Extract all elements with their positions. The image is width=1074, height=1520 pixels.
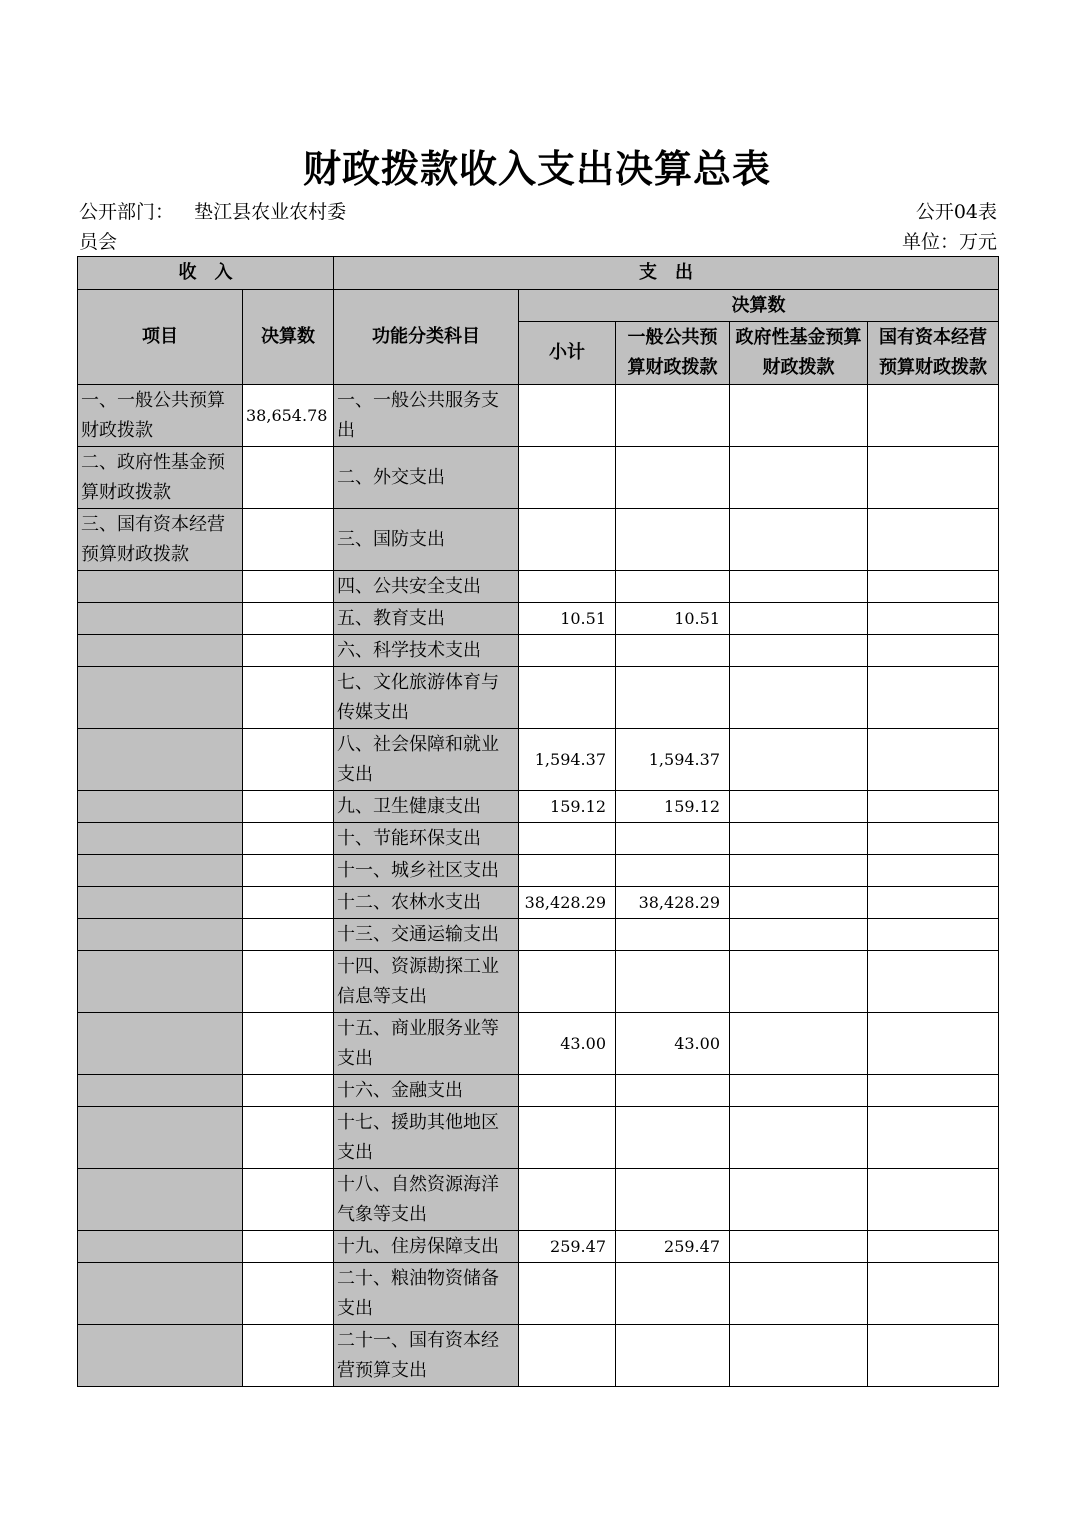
- fund-cell: [730, 1013, 868, 1075]
- income-amount-cell: [243, 1107, 334, 1169]
- general-cell: 159.12: [616, 791, 730, 823]
- fund-cell: [730, 951, 868, 1013]
- report-body: [78, 385, 999, 1387]
- subtotal-cell: 43.00: [519, 1013, 616, 1075]
- subtotal-cell: [519, 509, 616, 571]
- final-header: 决算数: [519, 290, 999, 322]
- income-amount-cell: [243, 447, 334, 509]
- func-item-cell: 十五、商业服务业等支出: [334, 1013, 519, 1075]
- fund-cell: [730, 385, 868, 447]
- table-row: [78, 385, 999, 447]
- income-amount-cell: [243, 887, 334, 919]
- subtotal-cell: 159.12: [519, 791, 616, 823]
- income-amount-cell: [243, 509, 334, 571]
- state-cell: [868, 603, 999, 635]
- income-amount-cell: [243, 1013, 334, 1075]
- table-row: [78, 1169, 999, 1231]
- department-label: 公开部门：: [79, 201, 175, 223]
- state-cell: [868, 1231, 999, 1263]
- general-cell: 1,594.37: [616, 729, 730, 791]
- func-item-cell: 十四、资源勘探工业信息等支出: [334, 951, 519, 1013]
- department-info: [79, 197, 349, 257]
- general-cell: [616, 1325, 730, 1387]
- general-cell: [616, 667, 730, 729]
- func-item-cell: 十三、交通运输支出: [334, 919, 519, 951]
- func-item-cell: 三、国防支出: [334, 509, 519, 571]
- func-item-cell: 十九、住房保障支出: [334, 1231, 519, 1263]
- income-amount-cell: [243, 667, 334, 729]
- subtotal-cell: [519, 1169, 616, 1231]
- general-cell: 259.47: [616, 1231, 730, 1263]
- state-cell: [868, 729, 999, 791]
- general-cell: [616, 1075, 730, 1107]
- func-item-cell: 九、卫生健康支出: [334, 791, 519, 823]
- func-item-cell: 四、公共安全支出: [334, 571, 519, 603]
- fund-cell: [730, 1231, 868, 1263]
- state-cell: [868, 951, 999, 1013]
- general-cell: [616, 635, 730, 667]
- general-cell: 10.51: [616, 603, 730, 635]
- income-amount-cell: [243, 823, 334, 855]
- income-amount-cell: [243, 603, 334, 635]
- subtotal-cell: [519, 447, 616, 509]
- income-item-cell: [78, 1107, 243, 1169]
- form-code: 公开04表: [915, 201, 997, 223]
- state-cell: [868, 919, 999, 951]
- fund-cell: [730, 603, 868, 635]
- general-cell: [616, 855, 730, 887]
- state-cell: [868, 571, 999, 603]
- fund-cell: [730, 635, 868, 667]
- table-row: [78, 667, 999, 729]
- table-row: [78, 603, 999, 635]
- subtotal-cell: [519, 1107, 616, 1169]
- income-amount-cell: [243, 1231, 334, 1263]
- income-item-cell: [78, 603, 243, 635]
- income-amount-cell: [243, 1325, 334, 1387]
- table-row: [78, 919, 999, 951]
- unit-label: 单位：万元: [901, 231, 997, 253]
- subtotal-cell: [519, 951, 616, 1013]
- income-item-cell: [78, 951, 243, 1013]
- state-cell: [868, 509, 999, 571]
- income-item-cell: [78, 1169, 243, 1231]
- state-cell: [868, 1263, 999, 1325]
- form-meta: [902, 197, 997, 257]
- income-amount-cell: [243, 855, 334, 887]
- state-cell: [868, 1169, 999, 1231]
- income-item-cell: [78, 1325, 243, 1387]
- income-amount-cell: [243, 571, 334, 603]
- income-item-cell: [78, 887, 243, 919]
- subtotal-cell: 10.51: [519, 603, 616, 635]
- income-amount-cell: [243, 635, 334, 667]
- fund-cell: [730, 791, 868, 823]
- income-amount-cell: [243, 729, 334, 791]
- table-row: [78, 1231, 999, 1263]
- general-header: 一般公共预算财政拨款: [616, 322, 730, 385]
- state-cell: [868, 1075, 999, 1107]
- income-item-cell: [78, 823, 243, 855]
- general-cell: [616, 447, 730, 509]
- general-cell: [616, 571, 730, 603]
- item-header: 项目: [78, 290, 243, 385]
- page-title: 财政拨款收入支出决算总表: [302, 147, 771, 191]
- func-item-cell: 八、社会保障和就业支出: [334, 729, 519, 791]
- func-item-cell: 二、外交支出: [334, 447, 519, 509]
- income-item-cell: [78, 729, 243, 791]
- fund-cell: [730, 571, 868, 603]
- department-name: 垫江县农业农村委员会: [79, 201, 347, 253]
- subtotal-cell: 259.47: [519, 1231, 616, 1263]
- subtotal-cell: 1,594.37: [519, 729, 616, 791]
- func-header: 功能分类科目: [334, 290, 519, 385]
- func-item-cell: 十八、自然资源海洋气象等支出: [334, 1169, 519, 1231]
- table-row: [78, 635, 999, 667]
- table-row: [78, 951, 999, 1013]
- func-item-cell: 十一、城乡社区支出: [334, 855, 519, 887]
- expense-header: 支 出: [334, 257, 999, 290]
- income-header: 收 入: [78, 257, 334, 290]
- func-item-cell: 二十、粮油物资储备支出: [334, 1263, 519, 1325]
- income-amount-cell: [243, 1169, 334, 1231]
- table-row: [78, 791, 999, 823]
- income-item-cell: 一、一般公共预算财政拨款: [78, 385, 243, 447]
- income-item-cell: [78, 1231, 243, 1263]
- func-item-cell: 十六、金融支出: [334, 1075, 519, 1107]
- fund-cell: [730, 1169, 868, 1231]
- fund-cell: [730, 855, 868, 887]
- report-table: [77, 256, 999, 1387]
- amount-header: 决算数: [243, 290, 334, 385]
- table-row: [78, 1325, 999, 1387]
- general-cell: 43.00: [616, 1013, 730, 1075]
- state-cell: [868, 385, 999, 447]
- fund-cell: [730, 919, 868, 951]
- fund-cell: [730, 823, 868, 855]
- state-cell: [868, 887, 999, 919]
- income-item-cell: [78, 635, 243, 667]
- func-item-cell: 十七、援助其他地区支出: [334, 1107, 519, 1169]
- income-item-cell: [78, 1013, 243, 1075]
- subtotal-cell: 38,428.29: [519, 887, 616, 919]
- fund-cell: [730, 729, 868, 791]
- fund-cell: [730, 509, 868, 571]
- subtotal-cell: [519, 635, 616, 667]
- fund-cell: [730, 447, 868, 509]
- subtotal-cell: [519, 1263, 616, 1325]
- subtotal-cell: [519, 385, 616, 447]
- table-row: [78, 509, 999, 571]
- state-cell: [868, 635, 999, 667]
- income-amount-cell: [243, 919, 334, 951]
- subtotal-cell: [519, 855, 616, 887]
- table-row: [78, 447, 999, 509]
- subtotal-cell: [519, 823, 616, 855]
- income-amount-cell: [243, 951, 334, 1013]
- income-amount-cell: 38,654.78: [243, 385, 334, 447]
- subtotal-cell: [519, 1075, 616, 1107]
- income-item-cell: [78, 791, 243, 823]
- fund-cell: [730, 667, 868, 729]
- income-item-cell: [78, 667, 243, 729]
- func-item-cell: 一、一般公共服务支出: [334, 385, 519, 447]
- subtotal-cell: [519, 667, 616, 729]
- table-row: [78, 571, 999, 603]
- general-cell: [616, 823, 730, 855]
- state-cell: [868, 791, 999, 823]
- state-cell: [868, 823, 999, 855]
- func-item-cell: 六、科学技术支出: [334, 635, 519, 667]
- table-row: [78, 1107, 999, 1169]
- general-cell: [616, 1169, 730, 1231]
- state-header: 国有资本经营预算财政拨款: [868, 322, 999, 385]
- subtotal-cell: [519, 1325, 616, 1387]
- income-item-cell: [78, 1075, 243, 1107]
- income-item-cell: [78, 571, 243, 603]
- income-amount-cell: [243, 1263, 334, 1325]
- func-item-cell: 五、教育支出: [334, 603, 519, 635]
- fund-cell: [730, 1325, 868, 1387]
- general-cell: [616, 1263, 730, 1325]
- general-cell: [616, 919, 730, 951]
- income-item-cell: 二、政府性基金预算财政拨款: [78, 447, 243, 509]
- table-row: [78, 729, 999, 791]
- income-amount-cell: [243, 1075, 334, 1107]
- table-row: [78, 1263, 999, 1325]
- fund-cell: [730, 1075, 868, 1107]
- subtotal-header: 小计: [519, 322, 616, 385]
- func-item-cell: 二十一、国有资本经营预算支出: [334, 1325, 519, 1387]
- func-item-cell: 七、文化旅游体育与传媒支出: [334, 667, 519, 729]
- state-cell: [868, 1107, 999, 1169]
- income-item-cell: [78, 1263, 243, 1325]
- income-item-cell: [78, 855, 243, 887]
- table-row: [78, 855, 999, 887]
- state-cell: [868, 667, 999, 729]
- subtotal-cell: [519, 919, 616, 951]
- state-cell: [868, 855, 999, 887]
- general-cell: [616, 385, 730, 447]
- fund-cell: [730, 887, 868, 919]
- func-item-cell: 十二、农林水支出: [334, 887, 519, 919]
- general-cell: 38,428.29: [616, 887, 730, 919]
- fund-header: 政府性基金预算财政拨款: [730, 322, 868, 385]
- state-cell: [868, 1325, 999, 1387]
- func-item-cell: 十、节能环保支出: [334, 823, 519, 855]
- general-cell: [616, 1107, 730, 1169]
- income-item-cell: 三、国有资本经营预算财政拨款: [78, 509, 243, 571]
- fund-cell: [730, 1263, 868, 1325]
- subtotal-cell: [519, 571, 616, 603]
- general-cell: [616, 509, 730, 571]
- fund-cell: [730, 1107, 868, 1169]
- table-row: [78, 1075, 999, 1107]
- income-item-cell: [78, 919, 243, 951]
- table-row: [78, 1013, 999, 1075]
- state-cell: [868, 1013, 999, 1075]
- table-row: [78, 887, 999, 919]
- income-amount-cell: [243, 791, 334, 823]
- table-row: [78, 823, 999, 855]
- general-cell: [616, 951, 730, 1013]
- state-cell: [868, 447, 999, 509]
